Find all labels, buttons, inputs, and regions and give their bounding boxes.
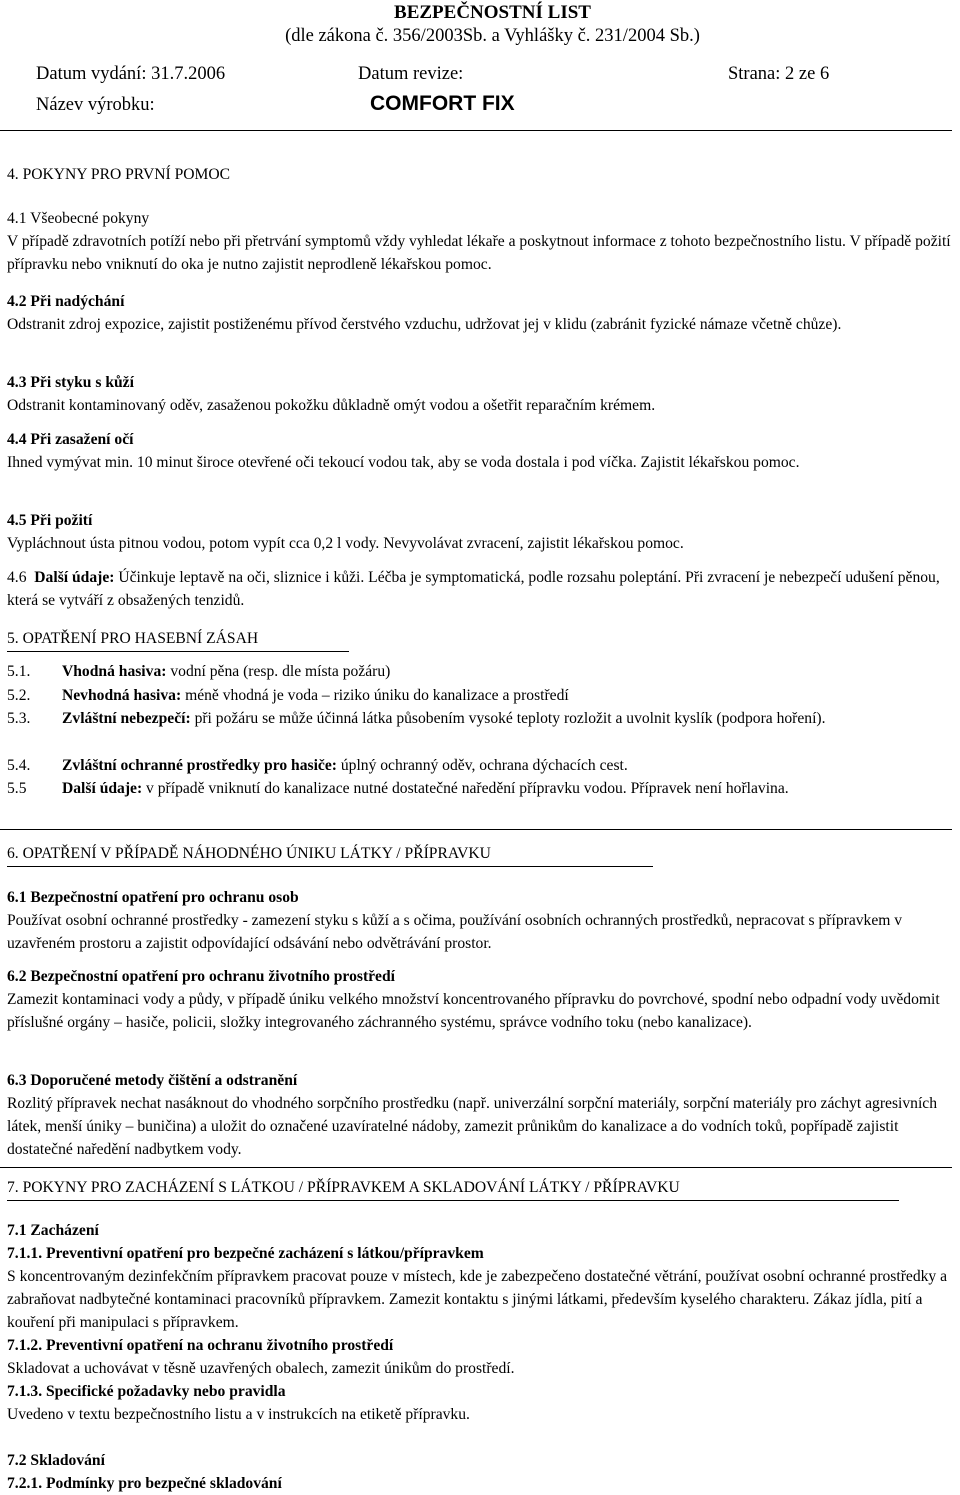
item-5-4-number: 5.4. <box>7 757 31 774</box>
section-4-1-text: V případě zdravotních potíží nebo při přetrvání symptomů vždy vyhledat lékaře a poskytnout informace z tohoto bezpečnostního listu. V případě požití přípravku nebo vniknutí do oka je nutno zajistit neprodleně lékařskou pomoc. <box>7 233 951 273</box>
product-name: COMFORT FIX <box>370 92 515 115</box>
item-5-2-label: Nevhodná hasiva: <box>62 687 182 704</box>
section-7-1-title: 7.1 Zacházení <box>7 1222 99 1239</box>
section-7-1-2-title: 7.1.2. Preventivní opatření na ochranu životního prostředí <box>7 1337 394 1354</box>
item-5-1 <box>62 660 952 683</box>
section-4-6-title: Další údaje: <box>34 569 115 586</box>
section-6-1-text: Používat osobní ochranné prostředky - zamezení styku s kůží a s očima, používání osobních ochranných prostředků, nepracovat s přípravkem v uzavřeném prostoru a zajistit odpovídající odsávání nebo odvětrávání prostor. <box>7 912 903 952</box>
item-5-1-label: Vhodná hasiva: <box>62 663 167 680</box>
section-4-5 <box>7 509 952 555</box>
item-5-5-text: v případě vniknutí do kanalizace nutné dostatečné naředění přípravku vodou. Přípravek není hořlavina. <box>146 780 789 797</box>
section-4-2-text: Odstranit zdroj expozice, zajistit postiženému přívod čerstvého vzduchu, udržovat jej v klidu (zabránit fyzické námaze včetně chůze). <box>7 316 842 333</box>
section-7-2 <box>7 1449 952 1495</box>
section-5-divider <box>0 829 952 830</box>
section-6-2 <box>7 965 952 1034</box>
section-7-1-1-title: 7.1.1. Preventivní opatření pro bezpečné zacházení s látkou/přípravkem <box>7 1245 484 1262</box>
section-4-3 <box>7 371 952 417</box>
section-7-heading: 7. POKYNY PRO ZACHÁZENÍ S LÁTKOU / PŘÍPRAVKEM A SKLADOVÁNÍ LÁTKY / PŘÍPRAVKU <box>7 1179 680 1196</box>
section-7-underline <box>7 1200 899 1201</box>
item-5-1-text: vodní pěna (resp. dle místa požáru) <box>170 663 391 680</box>
section-4-4-title: 4.4 Při zasažení očí <box>7 431 134 448</box>
section-4-6-text: Účinkuje leptavě na oči, sliznice i kůži. Léčba je symptomatická, podle rozsahu poleptání. Při zvracení je nebezpečí udušení pěnou, která se vytváří z obsažených tenzidů. <box>7 569 940 609</box>
header-divider <box>0 130 952 131</box>
document-title: BEZPEČNOSTNÍ LIST <box>394 2 591 23</box>
item-5-4-label: Zvláštní ochranné prostředky pro hasiče: <box>62 757 337 774</box>
section-7-1-3-title: 7.1.3. Specifické požadavky nebo pravidla <box>7 1383 286 1400</box>
section-4-6 <box>7 566 952 612</box>
section-4-4-text: Ihned vymývat min. 10 minut široce otevřené oči tekoucí vodou tak, aby se voda dostala i pod víčka. Zajistit lékařskou pomoc. <box>7 454 800 471</box>
item-5-1-number: 5.1. <box>7 663 31 680</box>
revision-date: Datum revize: <box>358 64 464 84</box>
section-4-2-title: 4.2 Při nadýchání <box>7 293 125 310</box>
section-6-underline <box>7 866 653 867</box>
section-4-heading: 4. POKYNY PRO PRVNÍ POMOC <box>7 166 231 183</box>
item-5-2-text: méně vhodná je voda – riziko úniku do kanalizace a prostředí <box>185 687 569 704</box>
section-7-1-3-text: Uvedeno v textu bezpečnostního listu a v instrukcích na etiketě přípravku. <box>7 1406 470 1423</box>
item-5-3-text: při požáru se může účinná látka působením vysoké teploty rozložit a uvolnit kyslík (podpora hoření). <box>194 710 826 727</box>
item-5-4-text: úplný ochranný oděv, ochrana dýchacích cest. <box>340 757 628 774</box>
item-5-5 <box>62 777 952 800</box>
section-4-5-title: 4.5 Při požití <box>7 512 93 529</box>
section-7-2-title: 7.2 Skladování <box>7 1452 105 1469</box>
section-4-2 <box>7 290 952 336</box>
page-number: Strana: 2 ze 6 <box>728 64 830 84</box>
section-5-heading: 5. OPATŘENÍ PRO HASEBNÍ ZÁSAH <box>7 630 259 647</box>
section-4-4 <box>7 428 952 474</box>
section-6-3 <box>7 1069 952 1161</box>
section-4-5-text: Vypláchnout ústa pitnou vodou, potom vypít cca 0,2 l vody. Nevyvolávat zvracení, zajistit lékařskou pomoc. <box>7 535 684 552</box>
section-4-3-text: Odstranit kontaminovaný oděv, zasaženou pokožku důkladně omýt vodou a ošetřit reparačním krémem. <box>7 397 656 414</box>
item-5-3-label: Zvláštní nebezpečí: <box>62 710 191 727</box>
section-6-2-title: 6.2 Bezpečnostní opatření pro ochranu životního prostředí <box>7 968 395 985</box>
section-4-1 <box>7 207 952 276</box>
section-5-underline <box>7 651 349 652</box>
item-5-2 <box>62 684 952 707</box>
issue-date: Datum vydání: 31.7.2006 <box>36 64 226 84</box>
document-subtitle: (dle zákona č. 356/2003Sb. a Vyhlášky č. 231/2004 Sb.) <box>285 26 700 46</box>
section-4-1-title: 4.1 Všeobecné pokyny <box>7 210 150 227</box>
item-5-2-number: 5.2. <box>7 687 31 704</box>
section-6-3-text: Rozlitý přípravek nechat nasáknout do vhodného sorpčního prostředku (např. univerzální sorpční materiály, sorpční materiály pro záchyt agresivních látek, menší úniky – buničina) a uložit do označené uzavíratelné nádoby, zamezit průnikům do kanalizace a do vodních toků, popřípadě zajistit dostatečné naředění nadbytkem vody. <box>7 1095 937 1158</box>
section-7-1-1-text: S koncentrovaným dezinfekčním přípravkem pracovat pouze v místech, kde je zabezpečeno dostatečné větrání, používat osobní ochranné prostředky a zabraňovat nadbytečné kontaminaci pracovníků přípravkem. Zamezit kontaktu s jinými látkami, především kyselého charakteru. Zákaz jídla, pití a kouření při manipulaci s přípravkem. <box>7 1268 948 1331</box>
section-6-1 <box>7 886 952 955</box>
section-6-heading: 6. OPATŘENÍ V PŘÍPADĚ NÁHODNÉHO ÚNIKU LÁTKY / PŘÍPRAVKU <box>7 845 491 862</box>
section-4-3-title: 4.3 Při styku s kůží <box>7 374 134 391</box>
section-6-2-text: Zamezit kontaminaci vody a půdy, v případě úniku velkého množství koncentrovaného přípravku do povrchové, spodní nebo odpadní vody uvědomit příslušné orgány – hasiče, policii, složky integrovaného záchranného systému, správce vodního toku (nebo kanalizace). <box>7 991 940 1031</box>
section-7-1 <box>7 1219 952 1426</box>
product-label: Název výrobku: <box>36 95 155 115</box>
section-6-divider <box>0 1167 952 1168</box>
item-5-5-number: 5.5 <box>7 780 27 797</box>
item-5-5-label: Další údaje: <box>62 780 143 797</box>
section-6-1-title: 6.1 Bezpečnostní opatření pro ochranu osob <box>7 889 299 906</box>
section-6-3-title: 6.3 Doporučené metody čištění a odstranění <box>7 1072 298 1089</box>
section-7-2-1-title: 7.2.1. Podmínky pro bezpečné skladování <box>7 1475 282 1492</box>
item-5-3 <box>62 707 952 730</box>
item-5-3-number: 5.3. <box>7 710 31 727</box>
section-4-6-number: 4.6 <box>7 569 27 586</box>
item-5-4 <box>62 754 952 777</box>
section-7-1-2-text: Skladovat a uchovávat v těsně uzavřených obalech, zamezit únikům do prostředí. <box>7 1360 515 1377</box>
